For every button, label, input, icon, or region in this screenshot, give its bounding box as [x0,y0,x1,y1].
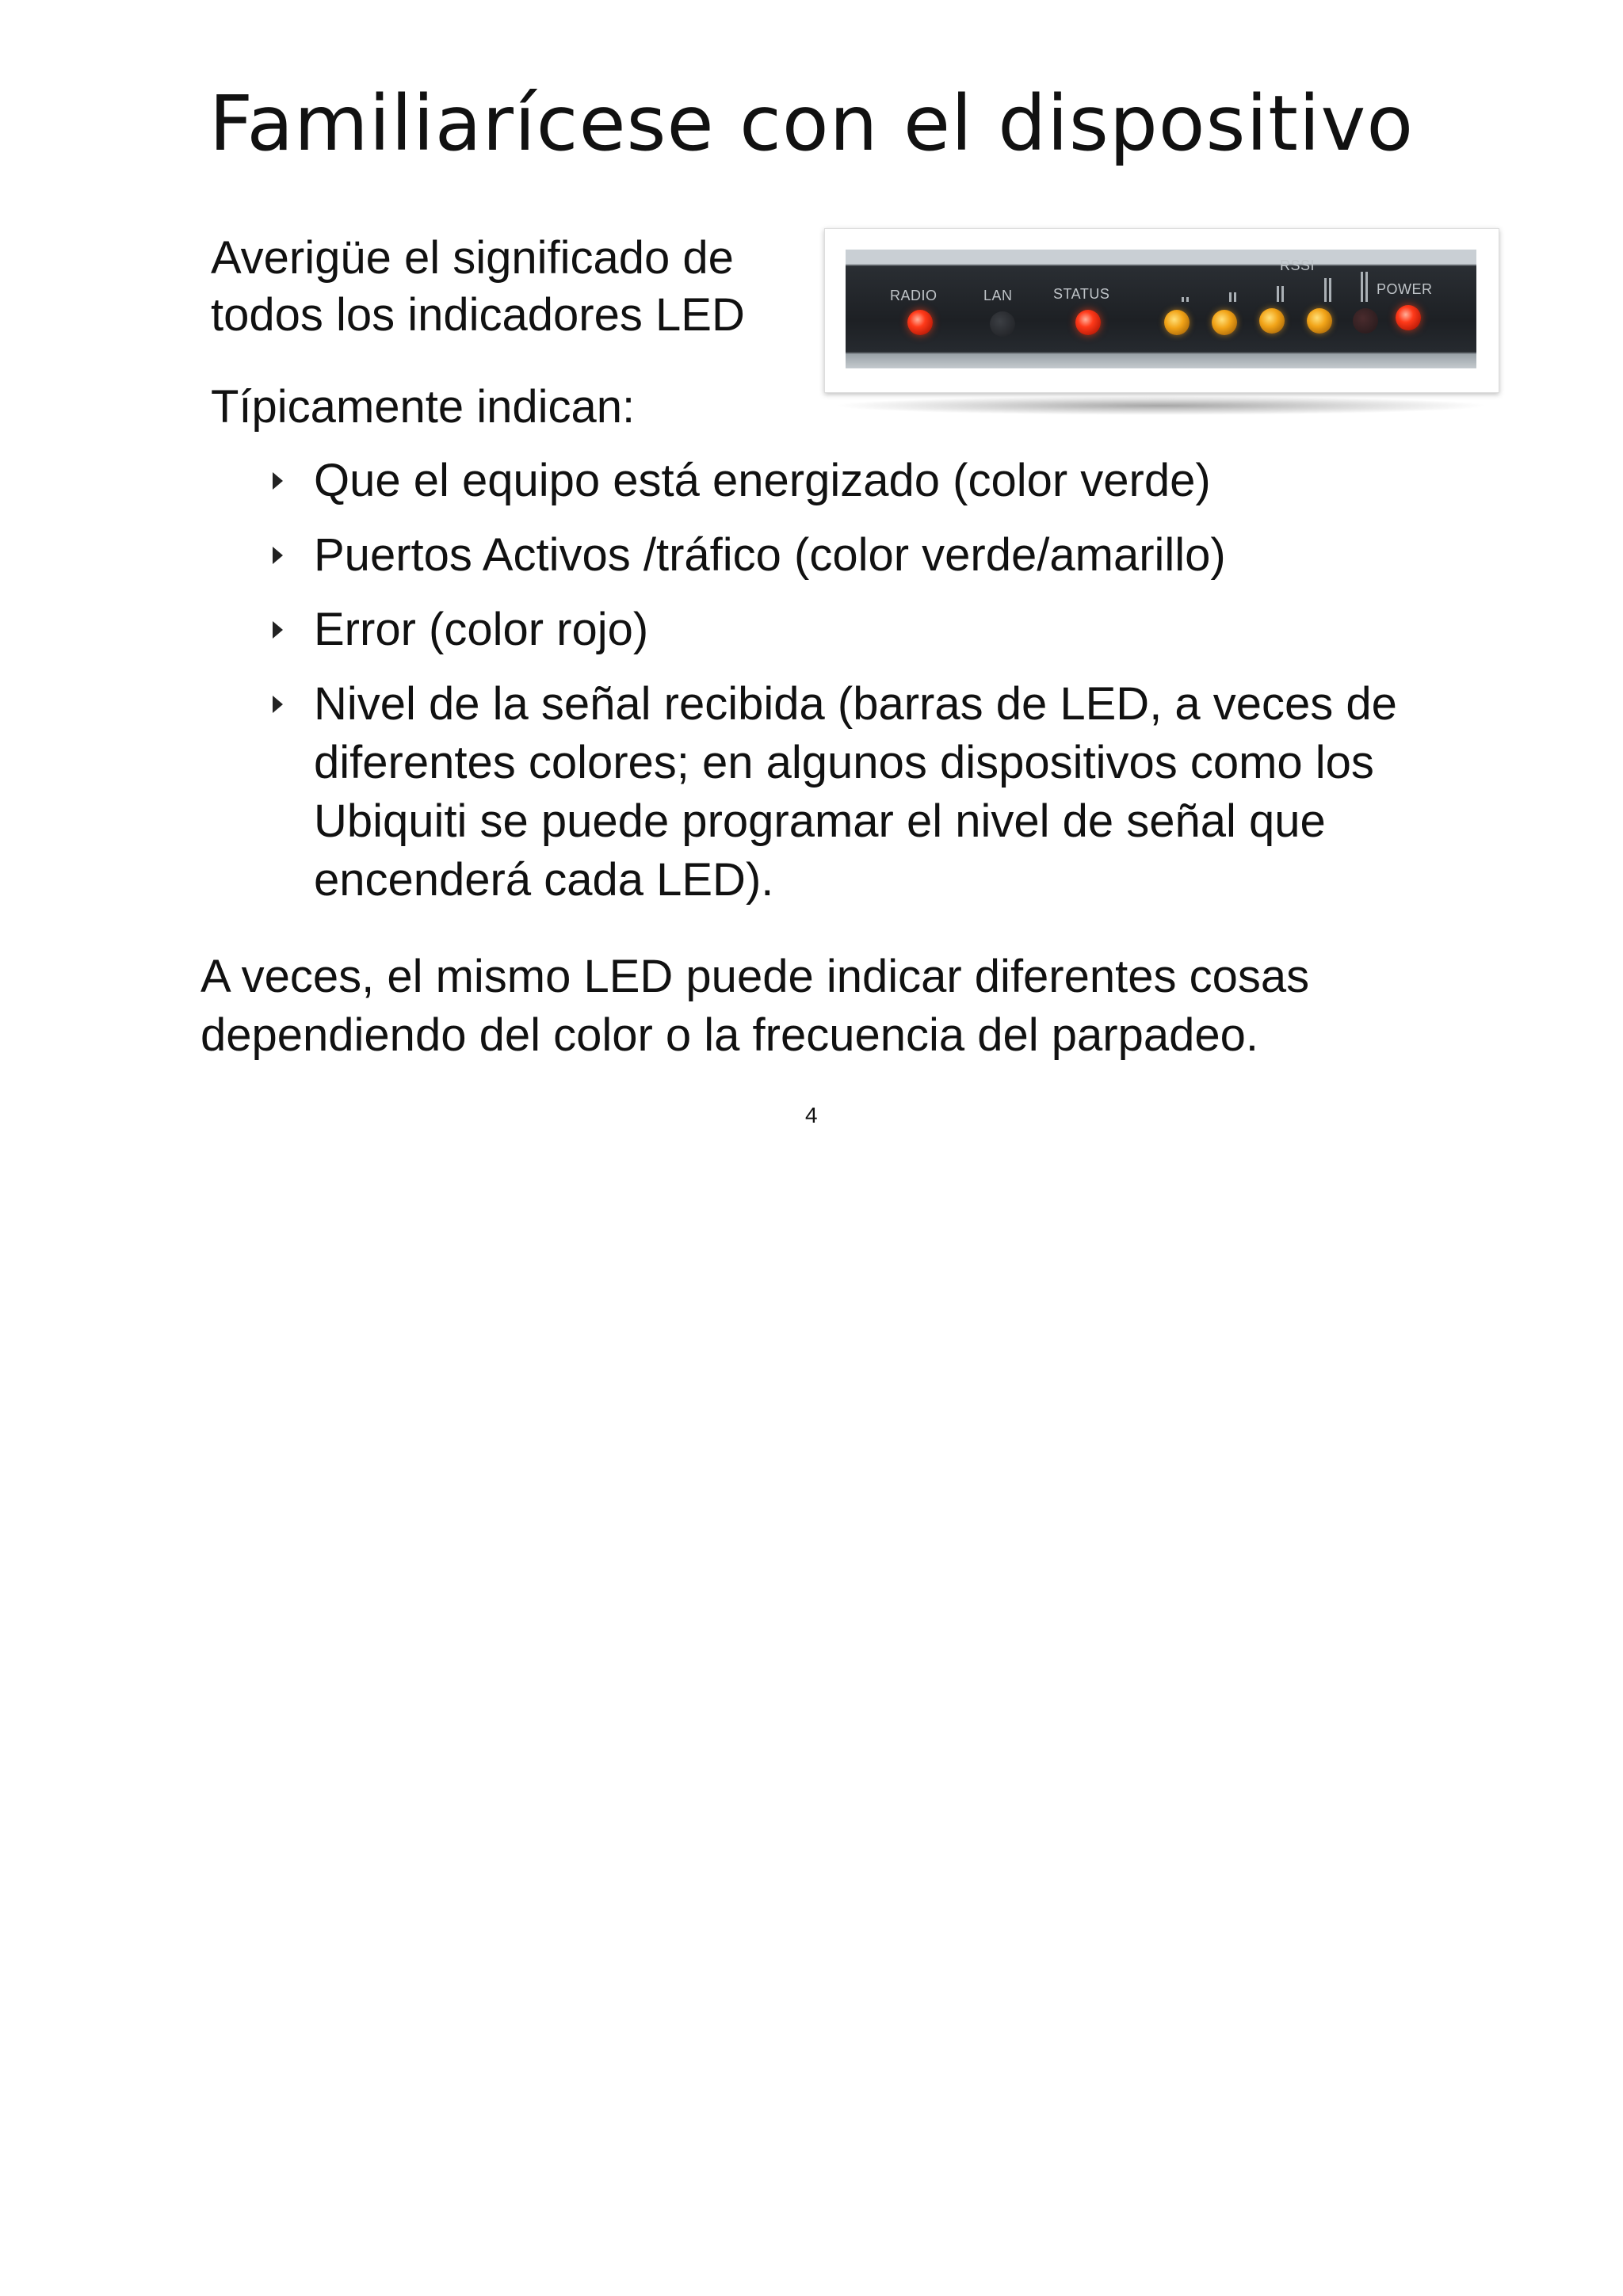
bullet-item [262,452,1450,510]
bullet-text: Nivel de la señal recibida (barras de LED, a veces de diferentes colores; en algunos dispositivos como los Ubiquiti se puede programar el nivel de señal que encenderá cada LED). [314,678,1397,906]
rssi-bar-tick [1182,297,1184,302]
led-label-lan: LAN [983,288,1013,303]
rssi-bar-tick [1234,292,1236,302]
rssi-bar-tick [1324,278,1327,302]
power-led-icon [1396,305,1421,330]
rssi-bar-tick [1361,272,1363,302]
led-label-status: STATUS [1053,286,1110,302]
page-number: 4 [805,1103,818,1127]
bullet-item [262,526,1450,585]
rssi-bar-tick [1329,278,1331,302]
rssi-bar-tick [1186,297,1189,302]
bullet-text: Que el equipo está energizado (color verde) [314,455,1211,506]
rssi-bar-tick [1277,286,1279,302]
triangle-bullet-icon [273,696,283,713]
radio-led-icon [907,310,933,335]
photo-shadow [832,396,1490,415]
page-title: Familiarícese con el dispositivo [208,79,1415,168]
led-label-power: POWER [1377,281,1433,297]
led-label-radio: RADIO [890,288,938,303]
typically-heading: Típicamente indican: [211,381,636,433]
triangle-bullet-icon [273,621,283,639]
bullet-item [262,601,1450,659]
bullet-item [262,675,1450,910]
led-panel-photo [824,228,1499,393]
closing-paragraph: A veces, el mismo LED puede indicar diferentes cosas dependiendo del color o la frecuencia del parpadeo. [200,951,1310,1061]
rssi-bar-tick [1365,272,1368,302]
rssi-led-4-icon [1307,308,1332,334]
intro-text: Averigüe el significado de todos los indicadores LED [211,232,745,341]
led-label-rssi: RSSI [1280,257,1316,273]
bullet-text: Error (color rojo) [314,604,649,655]
triangle-bullet-icon [273,472,283,490]
triangle-bullet-icon [273,547,283,564]
rssi-bar-tick [1229,292,1232,302]
rssi-led-3-icon [1259,308,1285,334]
rssi-led-5-icon [1353,308,1378,334]
rssi-bar-tick [1281,286,1284,302]
bullet-text: Puertos Activos /tráfico (color verde/amarillo) [314,529,1226,581]
status-led-icon [1075,310,1101,335]
bullet-list [262,452,1450,925]
rssi-led-2-icon [1212,310,1237,335]
lan-led-icon [990,311,1015,337]
rssi-led-1-icon [1164,310,1190,335]
led-panel [846,250,1476,368]
